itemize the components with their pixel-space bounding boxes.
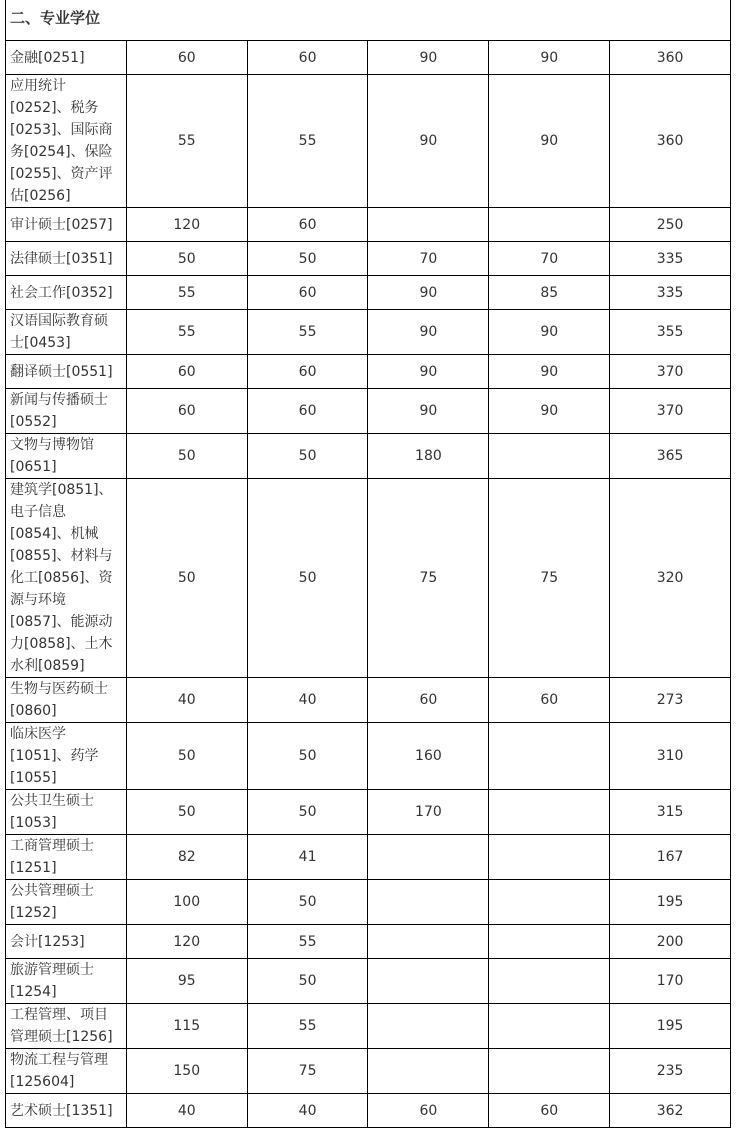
score-cell-1: 120: [126, 925, 247, 959]
score-cell-2: 50: [247, 880, 368, 925]
program-name-cell: 工程管理、项目管理硕士[1256]: [6, 1004, 127, 1049]
score-cell-1: 55: [126, 75, 247, 208]
score-cell-3: 90: [368, 355, 489, 389]
table-row: [6, 723, 731, 790]
table-row: [6, 208, 731, 242]
table-row: [6, 434, 731, 479]
score-cell-4: [489, 1004, 610, 1049]
score-cell-4: 90: [489, 310, 610, 355]
total-score-cell: 195: [610, 1004, 731, 1049]
program-name-cell: 法律硕士[0351]: [6, 242, 127, 276]
program-name-cell: 物流工程与管理[125604]: [6, 1049, 127, 1094]
score-cell-2: 50: [247, 959, 368, 1004]
score-cell-4: [489, 925, 610, 959]
total-score-cell: 335: [610, 242, 731, 276]
score-cell-4: 90: [489, 41, 610, 75]
score-cell-2: 55: [247, 1004, 368, 1049]
total-score-cell: 310: [610, 723, 731, 790]
score-cell-4: 85: [489, 276, 610, 310]
table-row: [6, 75, 731, 208]
program-name-cell: 汉语国际教育硕士[0453]: [6, 310, 127, 355]
table-row: [6, 310, 731, 355]
score-cell-2: 50: [247, 479, 368, 678]
score-cell-2: 60: [247, 41, 368, 75]
score-cell-4: 75: [489, 479, 610, 678]
score-cell-4: [489, 835, 610, 880]
table-row: [6, 389, 731, 434]
program-name-cell: 文物与博物馆[0651]: [6, 434, 127, 479]
score-cell-3: [368, 1004, 489, 1049]
total-score-cell: 170: [610, 959, 731, 1004]
score-cell-2: 60: [247, 389, 368, 434]
score-cell-4: 60: [489, 678, 610, 723]
total-score-cell: 195: [610, 880, 731, 925]
program-name-cell: 金融[0251]: [6, 41, 127, 75]
table-row: [6, 1004, 731, 1049]
section-header-row: [6, 0, 731, 41]
total-score-cell: 320: [610, 479, 731, 678]
total-score-cell: 273: [610, 678, 731, 723]
score-cell-1: 55: [126, 310, 247, 355]
total-score-cell: 200: [610, 925, 731, 959]
program-name-cell: 临床医学[1051]、药学[1055]: [6, 723, 127, 790]
program-name-cell: 应用统计[0252]、税务[0253]、国际商务[0254]、保险[0255]、资产评估[0256]: [6, 75, 127, 208]
score-cell-3: [368, 959, 489, 1004]
score-cell-2: 50: [247, 434, 368, 479]
table-row: [6, 479, 731, 678]
program-name-cell: 新闻与传播硕士[0552]: [6, 389, 127, 434]
score-cell-4: [489, 790, 610, 835]
table-row: [6, 1094, 731, 1128]
program-name-cell: 会计[1253]: [6, 925, 127, 959]
score-cell-4: [489, 959, 610, 1004]
score-cell-1: 55: [126, 276, 247, 310]
score-cell-3: 90: [368, 41, 489, 75]
score-cell-3: 160: [368, 723, 489, 790]
score-cell-2: 60: [247, 208, 368, 242]
score-cell-4: 90: [489, 75, 610, 208]
score-cell-3: 70: [368, 242, 489, 276]
score-cell-3: 180: [368, 434, 489, 479]
total-score-cell: 360: [610, 75, 731, 208]
program-name-cell: 社会工作[0352]: [6, 276, 127, 310]
score-cell-4: [489, 880, 610, 925]
score-cell-3: 90: [368, 310, 489, 355]
score-cell-2: 55: [247, 925, 368, 959]
score-cell-1: 50: [126, 434, 247, 479]
score-cell-3: 90: [368, 276, 489, 310]
program-name-cell: 工商管理硕士[1251]: [6, 835, 127, 880]
program-name-cell: 生物与医药硕士[0860]: [6, 678, 127, 723]
total-score-cell: 370: [610, 355, 731, 389]
score-cell-2: 55: [247, 310, 368, 355]
score-cell-1: 60: [126, 389, 247, 434]
score-cell-1: 100: [126, 880, 247, 925]
score-cell-4: 90: [489, 355, 610, 389]
score-cell-3: 60: [368, 1094, 489, 1128]
score-cell-4: 60: [489, 1094, 610, 1128]
score-cell-4: 70: [489, 242, 610, 276]
score-cell-2: 50: [247, 242, 368, 276]
total-score-cell: 315: [610, 790, 731, 835]
score-cell-3: 170: [368, 790, 489, 835]
table-row: [6, 880, 731, 925]
score-cell-1: 60: [126, 355, 247, 389]
table-body: [6, 0, 731, 1128]
table-row: [6, 925, 731, 959]
program-name-cell: 建筑学[0851]、电子信息[0854]、机械[0855]、材料与化工[0856]、资源与环境[0857]、能源动力[0858]、土木水利[0859]: [6, 479, 127, 678]
score-cell-3: 75: [368, 479, 489, 678]
total-score-cell: 360: [610, 41, 731, 75]
score-cell-1: 50: [126, 479, 247, 678]
score-cell-1: 50: [126, 242, 247, 276]
score-cell-3: [368, 925, 489, 959]
score-cell-1: 40: [126, 1094, 247, 1128]
table-row: [6, 355, 731, 389]
total-score-cell: 167: [610, 835, 731, 880]
score-cell-1: 115: [126, 1004, 247, 1049]
table-row: [6, 790, 731, 835]
score-cell-3: 60: [368, 678, 489, 723]
program-name-cell: 翻译硕士[0551]: [6, 355, 127, 389]
total-score-cell: 250: [610, 208, 731, 242]
score-cell-3: [368, 835, 489, 880]
score-cell-3: [368, 880, 489, 925]
table-row: [6, 835, 731, 880]
score-cell-1: 60: [126, 41, 247, 75]
program-name-cell: 旅游管理硕士[1254]: [6, 959, 127, 1004]
score-cell-1: 150: [126, 1049, 247, 1094]
total-score-cell: 370: [610, 389, 731, 434]
score-cell-2: 41: [247, 835, 368, 880]
score-cell-2: 40: [247, 1094, 368, 1128]
total-score-cell: 365: [610, 434, 731, 479]
score-cell-1: 120: [126, 208, 247, 242]
total-score-cell: 362: [610, 1094, 731, 1128]
score-cell-2: 40: [247, 678, 368, 723]
score-cell-4: [489, 723, 610, 790]
program-name-cell: 艺术硕士[1351]: [6, 1094, 127, 1128]
score-cell-3: 90: [368, 75, 489, 208]
score-cell-2: 55: [247, 75, 368, 208]
program-name-cell: 审计硕士[0257]: [6, 208, 127, 242]
score-cell-3: [368, 1049, 489, 1094]
score-table: [5, 0, 731, 1128]
score-cell-1: 95: [126, 959, 247, 1004]
score-cell-2: 50: [247, 790, 368, 835]
score-cell-2: 75: [247, 1049, 368, 1094]
total-score-cell: 335: [610, 276, 731, 310]
program-name-cell: 公共卫生硕士[1053]: [6, 790, 127, 835]
score-cell-4: [489, 208, 610, 242]
table-row: [6, 1049, 731, 1094]
score-cell-1: 50: [126, 790, 247, 835]
table-row: [6, 276, 731, 310]
score-cell-4: [489, 434, 610, 479]
score-cell-3: [368, 208, 489, 242]
score-cell-2: 60: [247, 355, 368, 389]
program-name-cell: 公共管理硕士[1252]: [6, 880, 127, 925]
score-cell-3: 90: [368, 389, 489, 434]
score-cell-4: [489, 1049, 610, 1094]
table-row: [6, 959, 731, 1004]
score-cell-1: 40: [126, 678, 247, 723]
score-cell-4: 90: [489, 389, 610, 434]
score-cell-1: 50: [126, 723, 247, 790]
score-cell-2: 50: [247, 723, 368, 790]
total-score-cell: 235: [610, 1049, 731, 1094]
score-cell-1: 82: [126, 835, 247, 880]
table-row: [6, 242, 731, 276]
section-title: 二、专业学位: [6, 0, 731, 41]
total-score-cell: 355: [610, 310, 731, 355]
table-row: [6, 678, 731, 723]
score-cell-2: 60: [247, 276, 368, 310]
table-row: [6, 41, 731, 75]
